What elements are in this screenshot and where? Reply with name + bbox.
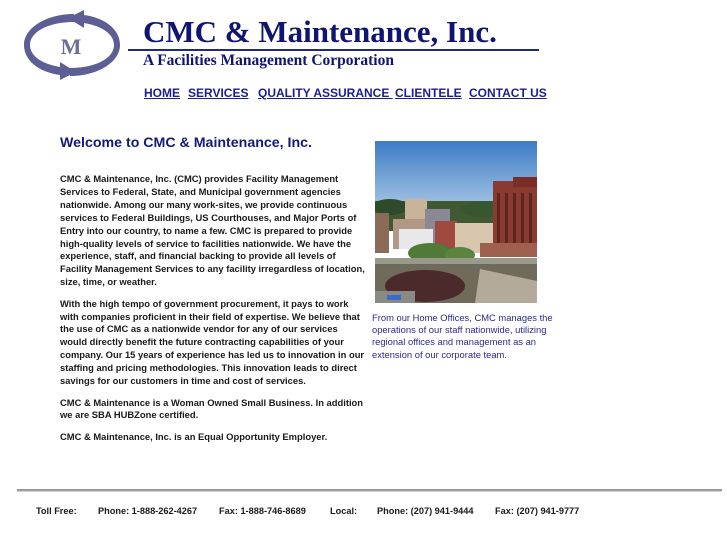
photo-image: [375, 141, 537, 303]
nav-quality-assurance[interactable]: QUALITY ASSURANCE: [258, 86, 393, 100]
footer-divider: [17, 489, 722, 492]
page-heading: Welcome to CMC & Maintenance, Inc.: [60, 135, 313, 151]
local-fax: Fax: (207) 941-9777: [495, 506, 580, 516]
title-underline: [128, 49, 539, 51]
intro-paragraph: CMC & Maintenance, Inc. (CMC) provides Facility Management Services to Federal, State, and Municipal government agencies nationwide. Among our many work-sites, we provide continuous services to Federal Buildings, US Courthouses, and Major Ports of Entry into our country, to name a few. CMC is prepared to provide high-quality levels of service to facilities nationwide. We have the experience, staff, and financial backing to provide all levels of Facility Management Services to any facility irregardless of location, size, time, or weather.: [60, 173, 365, 288]
nav-clientele[interactable]: CLIENTELE: [395, 86, 462, 100]
company-tagline: A Facilities Management Corporation: [143, 52, 394, 69]
nav-home[interactable]: HOME: [144, 86, 180, 100]
city-skyline-photo: [375, 141, 537, 303]
local-label: Local:: [330, 506, 358, 516]
nav-contact-us[interactable]: CONTACT US: [469, 86, 547, 100]
company-name: CMC & Maintenance, Inc.: [143, 14, 497, 49]
certification-paragraph: CMC & Maintenance is a Woman Owned Small Business. In addition we are SBA HUBZone certified.: [60, 396, 364, 421]
eoe-paragraph: CMC & Maintenance, Inc. is an Equal Opportunity Employer.: [60, 430, 328, 442]
nav-services[interactable]: SERVICES: [188, 86, 249, 100]
procurement-paragraph: With the high tempo of government procurement, it pays to work with companies proficient in their field of expertise. We believe that the use of CMC as a nationwide vendor for any of our services would directly benefit the future contracting capabilities of your company. Our 15 years of experience has led us to innovation in our staffing and pricing methodologies. This innovation leads to direct savings for our customers in time and cost of services.: [60, 297, 365, 387]
toll-free-fax: Fax: 1-888-746-8689: [219, 506, 306, 516]
photo-caption: From our Home Offices, CMC manages the operations of our staff nationwide, utilizing regional offices and management as an extension of our corporate team.: [372, 312, 553, 360]
toll-free-phone: Phone: 1-888-262-4267: [98, 506, 198, 516]
svg-text:M: M: [60, 34, 82, 59]
company-logo: [20, 10, 124, 80]
circular-arrows-logo-icon: [20, 10, 124, 80]
local-phone: Phone: (207) 941-9444: [377, 506, 474, 516]
toll-free-label: Toll Free:: [36, 506, 77, 516]
main-content: [60, 173, 366, 452]
